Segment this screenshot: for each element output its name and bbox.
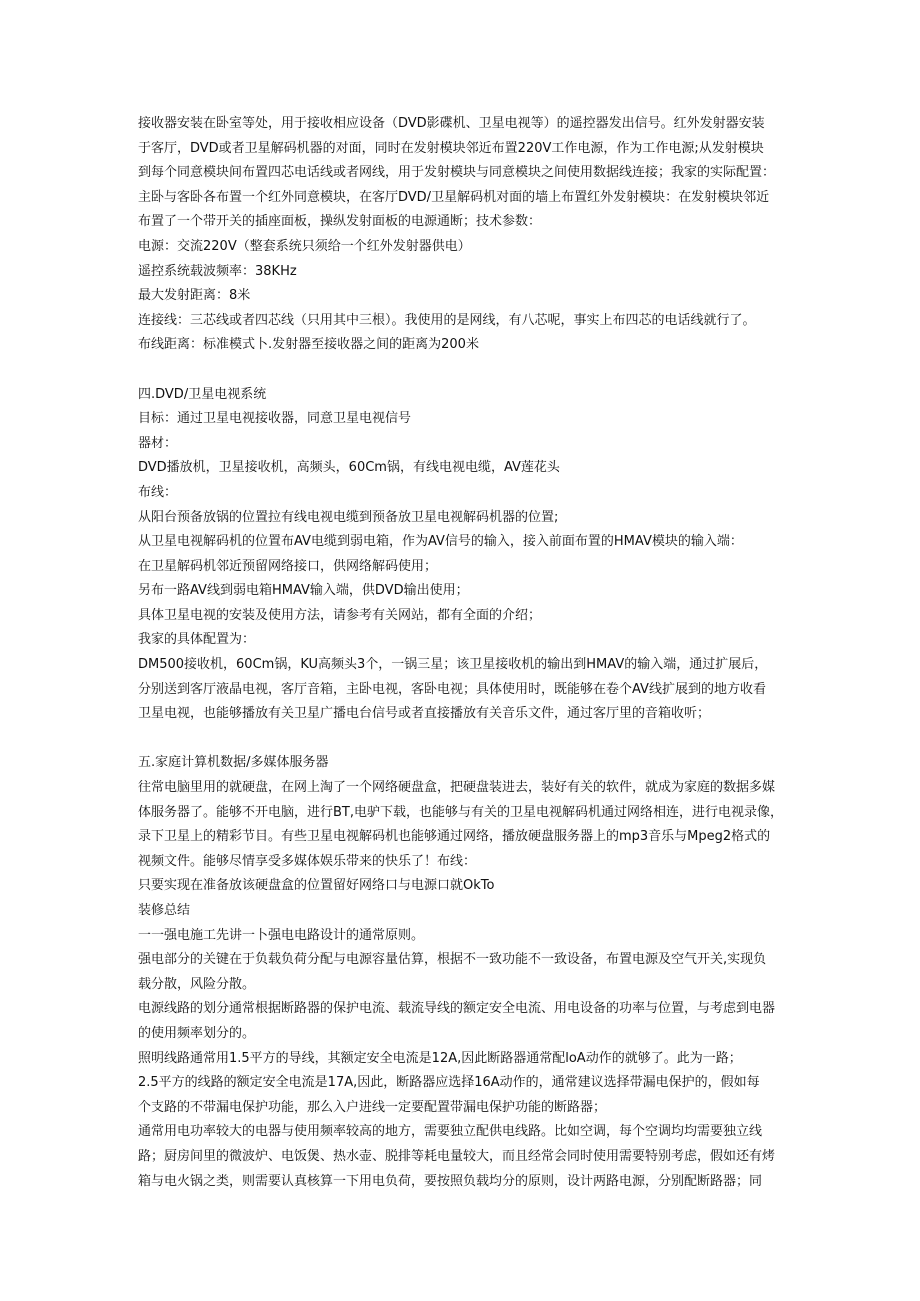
document-page [138, 112, 798, 1194]
text-line: 连接线：三芯线或者四芯线（只用其中三根）。我使用的是网线，有八芯呢，事实上布四芯的电话线就行了。 [138, 312, 756, 328]
text-line: 的使用频率划分的。 [138, 1025, 256, 1041]
text-line: 载分散，风险分散。 [138, 976, 256, 992]
text-line: 强电部分的关键在于负载负荷分配与电源容量估算，根据不一致功能不一致设备，布置电源及空气开关,实现负 [138, 952, 767, 968]
text-line: 照明线路通常用1.5平方的导线，其额定安全电流是12A,因此断路器通常配loA动作的就够了。此为一路； [138, 1050, 742, 1066]
text-line: 接收器安装在卧室等处，用于接收相应设备（DVD影碟机、卫星电视等）的遥控器发出信号。红外发射器安装 [138, 116, 765, 131]
text-line: 遥控系统载波频率：38KHz [138, 263, 297, 279]
text-line: 往常电脑里用的就硬盘，在网上淘了一个网络硬盘盒，把硬盘装进去，装好有关的软件，就成为家庭的数据多媒 [138, 780, 776, 796]
text-line: 布置了一个带开关的插座面板，操纵发射面板的电源通断；技术参数： [138, 214, 542, 230]
text-line: 于客厅，DVD或者卫星解码机器的对面，同时在发射模块邻近布置220V工作电源，作为工作电源;从发射模块 [138, 140, 764, 156]
text-line: 最大发射距离：8米 [138, 288, 251, 304]
text-line: 分别送到客厅液晶电视，客厅音箱，主卧电视，客卧电视；具体使用时，既能够在卷个AV线扩展到的地方收看 [138, 681, 766, 697]
satellite-tv-section [138, 383, 798, 727]
text-line: 从卫星电视解码机的位置布AV电缆到弱电箱，作为AV信号的输入，接入前面布置的HMAV模块的输入端： [138, 534, 743, 550]
text-line: DM500接收机，60Cm锅，KU高频头3个，一锅三星；该卫星接收机的输出到HMAV的输入端，通过扩展后， [138, 657, 768, 673]
section-heading: 四.DVD/卫星电视系统 [138, 386, 267, 402]
text-line: DVD播放机，卫星接收机，高频头，60Cm锅，有线电视电缆，AV莲花头 [138, 460, 560, 476]
text-line: 电源：交流220V（整套系统只须给一个红外发射器供电） [138, 238, 471, 254]
text-line: 主卧与客卧各布置一个红外同意模块，在客厅DVD/卫星解码机对面的墙上布置红外发射模块：在发射模块邻近 [138, 189, 770, 205]
text-line: 我家的具体配置为： [138, 632, 256, 648]
text-line: 一一强电施工先讲一卜强电电路设计的通常原则。 [138, 927, 425, 943]
text-line: 目标：通过卫星电视接收器，同意卫星电视信号 [138, 411, 412, 427]
text-line: 录下卫星上的精彩节目。有些卫星电视解码机也能够通过网络，播放硬盘服务器上的mp3音乐与Mpeg2格式的 [138, 829, 771, 845]
text-line: 只要实现在准备放该硬盘盒的位置留好网络口与电源口就OkTo [138, 878, 495, 894]
text-line: 布线距离：标准模式卜.发射器至接收器之间的距离为200米 [138, 337, 479, 353]
section-heading: 装修总结 [138, 903, 191, 918]
text-line: 路；厨房间里的微波炉、电饭煲、热水壶、脱排等耗电量较大，而且经常会同时使用需要特别考虑，假如还有烤 [138, 1148, 776, 1164]
text-line: 通常用电功率较大的电器与使用频率较高的地方，需要独立配供电线路。比如空调，每个空调均均需要独立线 [138, 1124, 763, 1140]
ir-remote-section [138, 112, 798, 358]
text-line: 器材： [138, 435, 178, 451]
text-line: 到每个同意模块间布置四芯电话线或者网线，用于发射模块与同意模块之间使用数据线连接；我家的实际配置： [138, 165, 776, 181]
text-line: 电源线路的划分通常根据断路器的保护电流、载流导线的额定安全电流、用电设备的功率与位置，与考虑到电器 [138, 1001, 776, 1017]
media-server-section [138, 751, 798, 1194]
text-line: 在卫星解码机邻近预留网络接口，供网络解码使用； [138, 558, 438, 574]
text-line: 视频文件。能够尽情享受多媒体娱乐带来的快乐了！布线： [138, 853, 477, 869]
text-line: 具体卫星电视的安装及使用方法，请参考有关网站，都有全面的介绍； [138, 607, 542, 623]
text-line: 箱与电火锅之类，则需要认真核算一下用电负荷，要按照负载均分的原则，设计两路电源，分别配断路器；同 [138, 1173, 763, 1189]
text-line: 布线： [138, 484, 178, 500]
paragraph-gap [138, 358, 798, 383]
text-line: 卫星电视，也能够播放有关卫星广播电台信号或者直接播放有关音乐文件，通过客厅里的音箱收听； [138, 706, 711, 722]
text-line: 2.5平方的线路的额定安全电流是17A,因此，断路器应选择16A动作的，通常建议选择带漏电保护的，假如每 [138, 1075, 760, 1091]
text-line: 从阳台预备放锅的位置拉有线电视电缆到预备放卫星电视解码机器的位置; [138, 509, 559, 525]
text-line: 个支路的不带漏电保护功能，那么入户进线一定要配置带漏电保护功能的断路器； [138, 1099, 607, 1115]
text-line: 体服务器了。能够不开电脑，进行BT,电驴下载，也能够与有关的卫星电视解码机通过网络相连，进行电视录像， [138, 804, 783, 820]
paragraph-gap [138, 727, 798, 752]
section-heading: 五.家庭计算机数据/多媒体服务器 [138, 755, 329, 771]
text-line: 另布一路AV线到弱电箱HMAV输入端，供DVD输出使用； [138, 583, 469, 599]
